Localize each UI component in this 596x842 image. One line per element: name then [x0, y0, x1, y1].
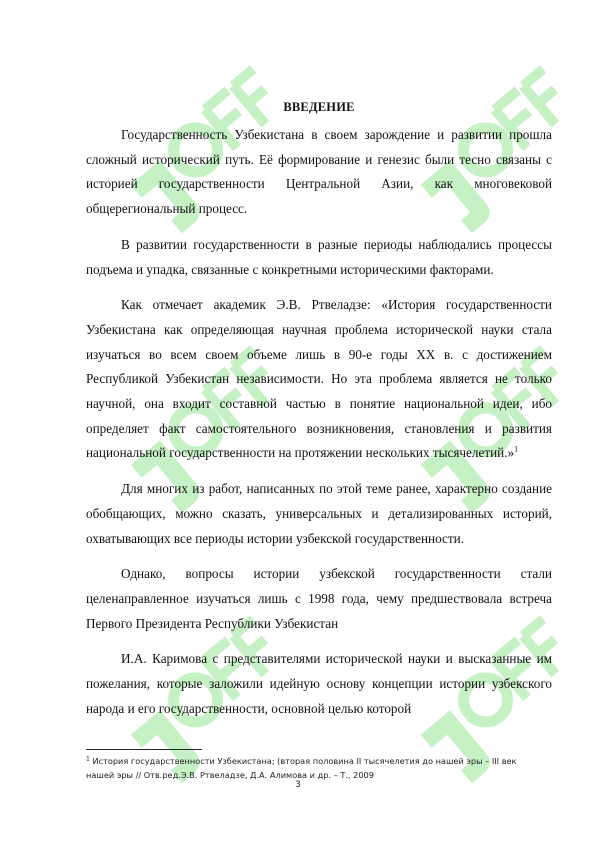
- paragraph: В развитии государственности в разные периоды наблюдались процессы подъема и упадка, связанные с конкретными историческими факторами.: [86, 236, 552, 277]
- page-title: ВВЕДЕНИЕ: [283, 100, 355, 114]
- paragraph: Государственность Узбекистана в своем зарождение и развитии прошла сложный исторический путь. Её формирование и генезис были тесно связаны с историей государственности Центральной Азии, как многовековой общерегиональный процесс.: [86, 127, 552, 217]
- footnote: [86, 755, 546, 782]
- document-body: [86, 100, 552, 721]
- paragraph-text: Как отмечает академик Э.В. Ртвеладзе: «История государственности Узбекистана как определяющая научная проблема исторической науки стала изучаться во всем своем объеме лишь в 90-е годы XX в. с достижением Республикой Узбекистан независимости. Но эта проблема является не только научной, она входит составной частью в понятие национальной идеи, ибо определяет факт самостоятельного возникновения, становления и развития национальной государственности на протяжении нескольких тысячелетий.»: [86, 297, 552, 461]
- page-number: 3: [295, 780, 301, 790]
- paragraph: Для многих из работ, написанных по этой теме ранее, характерно создание обобщающих, можно сказать, универсальных и детализированных историй, охватывающих все периоды истории узбекской государственности.: [86, 481, 552, 546]
- footnote-separator: [86, 749, 202, 750]
- footnote-marker: 1: [86, 755, 90, 763]
- paragraph: Однако, вопросы истории узбекской государственности стали целенаправленное изучаться лишь с 1998 года, чему предшествовала встреча Первого Президента Республики Узбекистан: [86, 566, 552, 631]
- paragraph: И.А. Каримова с представителями исторической науки и высказанные им пожелания, которые заложили идейную основу концепции истории узбекского народа и его государственности, основной целью которой: [86, 651, 552, 716]
- footnote-text: История государственности Узбекистана; (вторая половина II тысячелетия до нашей эры – III век нашей эры // Отв.ред.Э.В. Ртвеладзе, Д.А. Алимова и др. – Т., 2009: [86, 756, 517, 780]
- footnote-reference[interactable]: 1: [514, 445, 519, 455]
- paragraph-with-footnote: [86, 293, 552, 466]
